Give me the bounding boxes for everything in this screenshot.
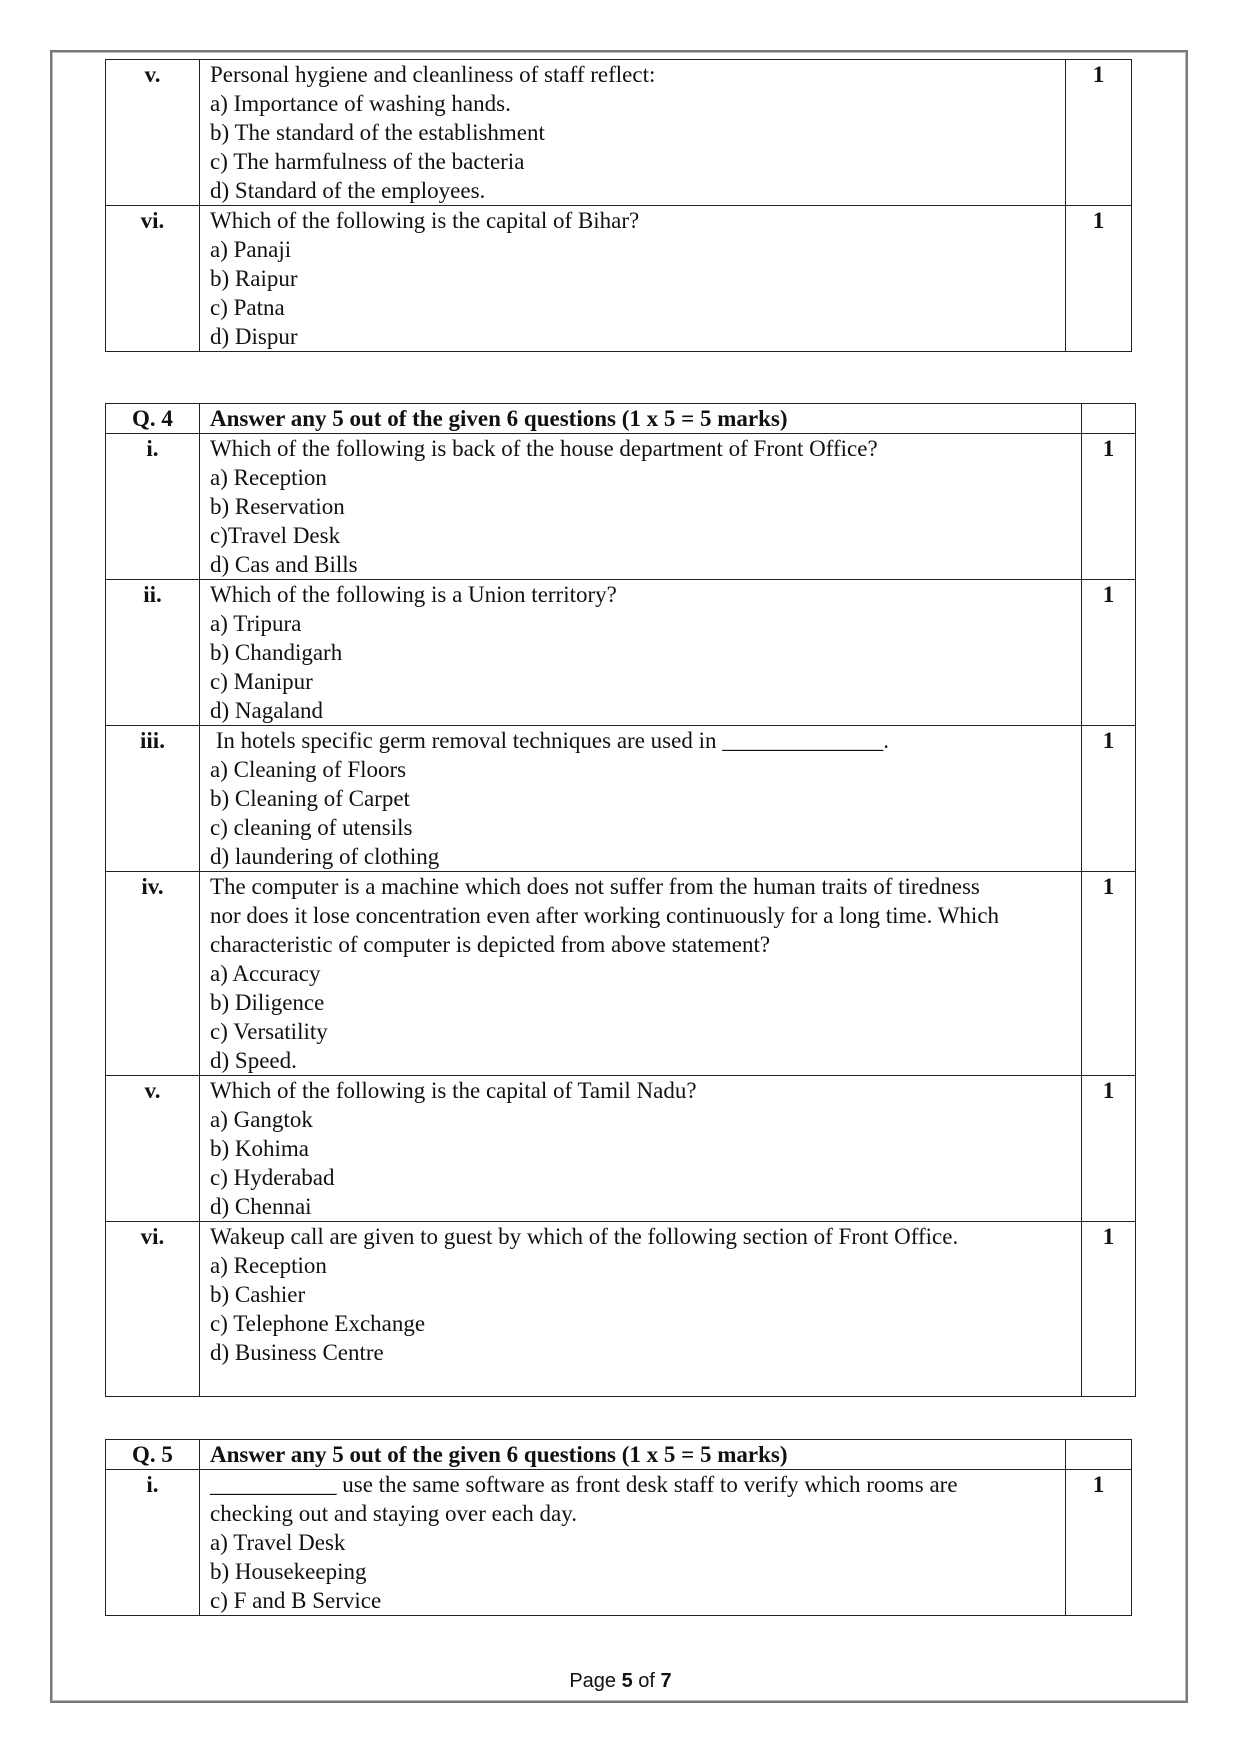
- q4-label: Q. 4: [106, 404, 200, 434]
- question-marks: 1: [1082, 434, 1136, 580]
- q4-header-row: [106, 404, 1136, 434]
- q4-marks-header: [1082, 404, 1136, 434]
- question-row: [106, 580, 1136, 726]
- question-row: [106, 1222, 1136, 1397]
- question-option-line: d) Cas and Bills: [210, 552, 358, 577]
- question-number: v.: [106, 1076, 200, 1222]
- q5-label: Q. 5: [106, 1440, 200, 1470]
- question-option-line: b) Cashier: [210, 1282, 306, 1307]
- question-marks: 1: [1066, 1470, 1132, 1616]
- question-option-line: c) Telephone Exchange: [210, 1311, 426, 1336]
- question-row: [106, 872, 1136, 1076]
- question-option-line: b) Kohima: [210, 1136, 310, 1161]
- question-text: [200, 1076, 1082, 1222]
- question-stem-line: ___________ use the same software as front desk staff to verify which rooms are: [210, 1472, 958, 1497]
- question-text: [200, 206, 1066, 352]
- question-stem-line: The computer is a machine which does not suffer from the human traits of tiredness: [210, 874, 980, 899]
- question-row: [106, 434, 1136, 580]
- footer-current-page: 5: [621, 1670, 633, 1692]
- question-option-line: a) Accuracy: [210, 961, 321, 986]
- question-row: [106, 60, 1132, 206]
- question-stem-line: In hotels specific germ removal techniques are used in ______________.: [210, 728, 889, 753]
- question-option-line: a) Tripura: [210, 611, 302, 636]
- question-option-line: a) Panaji: [210, 237, 292, 262]
- q4-instruction: Answer any 5 out of the given 6 questions (1 x 5 = 5 marks): [200, 404, 1082, 434]
- question-option-line: d) Chennai: [210, 1194, 312, 1219]
- question-option-line: a) Reception: [210, 465, 327, 490]
- question-option-line: checking out and staying over each day.: [210, 1501, 578, 1526]
- question-option-line: c) F and B Service: [210, 1588, 382, 1613]
- question-number: vi.: [106, 206, 200, 352]
- footer-of-word: of: [638, 1670, 655, 1692]
- question-stem-line: Which of the following is a Union territory?: [210, 582, 617, 607]
- question-option-line: d) Business Centre: [210, 1340, 384, 1365]
- q5-header-row: [106, 1440, 1132, 1470]
- question-option-line: d) Standard of the employees.: [210, 178, 486, 203]
- question-number: iv.: [106, 872, 200, 1076]
- question-number: v.: [106, 60, 200, 206]
- footer-page-word: Page: [569, 1670, 617, 1692]
- question-marks: 1: [1082, 726, 1136, 872]
- question-stem-line: Which of the following is the capital of Tamil Nadu?: [210, 1078, 697, 1103]
- question-row: [106, 206, 1132, 352]
- question-number: ii.: [106, 580, 200, 726]
- question-option-line: b) Reservation: [210, 494, 345, 519]
- question-row: [106, 726, 1136, 872]
- question-marks: 1: [1082, 1076, 1136, 1222]
- question-stem-line: Which of the following is the capital of Bihar?: [210, 208, 640, 233]
- q5-instruction: Answer any 5 out of the given 6 questions (1 x 5 = 5 marks): [200, 1440, 1066, 1470]
- question-number: i.: [106, 434, 200, 580]
- question-option-line: d) Nagaland: [210, 698, 324, 723]
- question-stem-line: Personal hygiene and cleanliness of staff reflect:: [210, 62, 656, 87]
- question-option-line: b) Raipur: [210, 266, 298, 291]
- question-option-line: c) Patna: [210, 295, 285, 320]
- question-option-line: c) cleaning of utensils: [210, 815, 413, 840]
- question-option-line: d) Dispur: [210, 324, 298, 349]
- question-option-line: a) Importance of washing hands.: [210, 91, 511, 116]
- question-table-q3-continued: [105, 59, 1132, 352]
- question-option-line: c) Versatility: [210, 1019, 328, 1044]
- question-marks: 1: [1082, 872, 1136, 1076]
- question-text: [200, 872, 1082, 1076]
- footer-total-pages: 7: [660, 1670, 672, 1692]
- question-row: [106, 1470, 1132, 1616]
- question-option-line: b) Housekeeping: [210, 1559, 367, 1584]
- question-option-line: b) Diligence: [210, 990, 325, 1015]
- question-option-line: b) Cleaning of Carpet: [210, 786, 410, 811]
- question-table-q5: [105, 1439, 1132, 1616]
- question-option-line: c) Manipur: [210, 669, 313, 694]
- question-option-line: characteristic of computer is depicted from above statement?: [210, 932, 771, 957]
- question-number: i.: [106, 1470, 200, 1616]
- question-text: [200, 1470, 1066, 1616]
- question-option-line: c) Hyderabad: [210, 1165, 335, 1190]
- question-option-line: a) Gangtok: [210, 1107, 313, 1132]
- question-marks: 1: [1082, 1222, 1136, 1397]
- question-marks: 1: [1066, 60, 1132, 206]
- question-option-line: c)Travel Desk: [210, 523, 341, 548]
- question-marks: 1: [1082, 580, 1136, 726]
- question-stem-line: Wakeup call are given to guest by which of the following section of Front Office.: [210, 1224, 959, 1249]
- question-number: iii.: [106, 726, 200, 872]
- question-text: [200, 434, 1082, 580]
- question-table-q4: [105, 403, 1136, 1397]
- question-option-line: c) The harmfulness of the bacteria: [210, 149, 525, 174]
- question-text: [200, 1222, 1082, 1397]
- question-option-line: [210, 1367, 1075, 1396]
- question-text: [200, 580, 1082, 726]
- question-row: [106, 1076, 1136, 1222]
- question-marks: 1: [1066, 206, 1132, 352]
- question-option-line: d) Speed.: [210, 1048, 297, 1073]
- question-option-line: a) Cleaning of Floors: [210, 757, 407, 782]
- question-stem-line: Which of the following is back of the house department of Front Office?: [210, 436, 878, 461]
- question-option-line: a) Reception: [210, 1253, 327, 1278]
- question-text: [200, 726, 1082, 872]
- q5-marks-header: [1066, 1440, 1132, 1470]
- question-text: [200, 60, 1066, 206]
- question-option-line: b) The standard of the establishment: [210, 120, 545, 145]
- question-option-line: b) Chandigarh: [210, 640, 343, 665]
- page-footer: [0, 1670, 1241, 1693]
- question-option-line: d) laundering of clothing: [210, 844, 440, 869]
- question-number: vi.: [106, 1222, 200, 1397]
- question-option-line: nor does it lose concentration even after working continuously for a long time. Which: [210, 903, 1000, 928]
- question-option-line: a) Travel Desk: [210, 1530, 346, 1555]
